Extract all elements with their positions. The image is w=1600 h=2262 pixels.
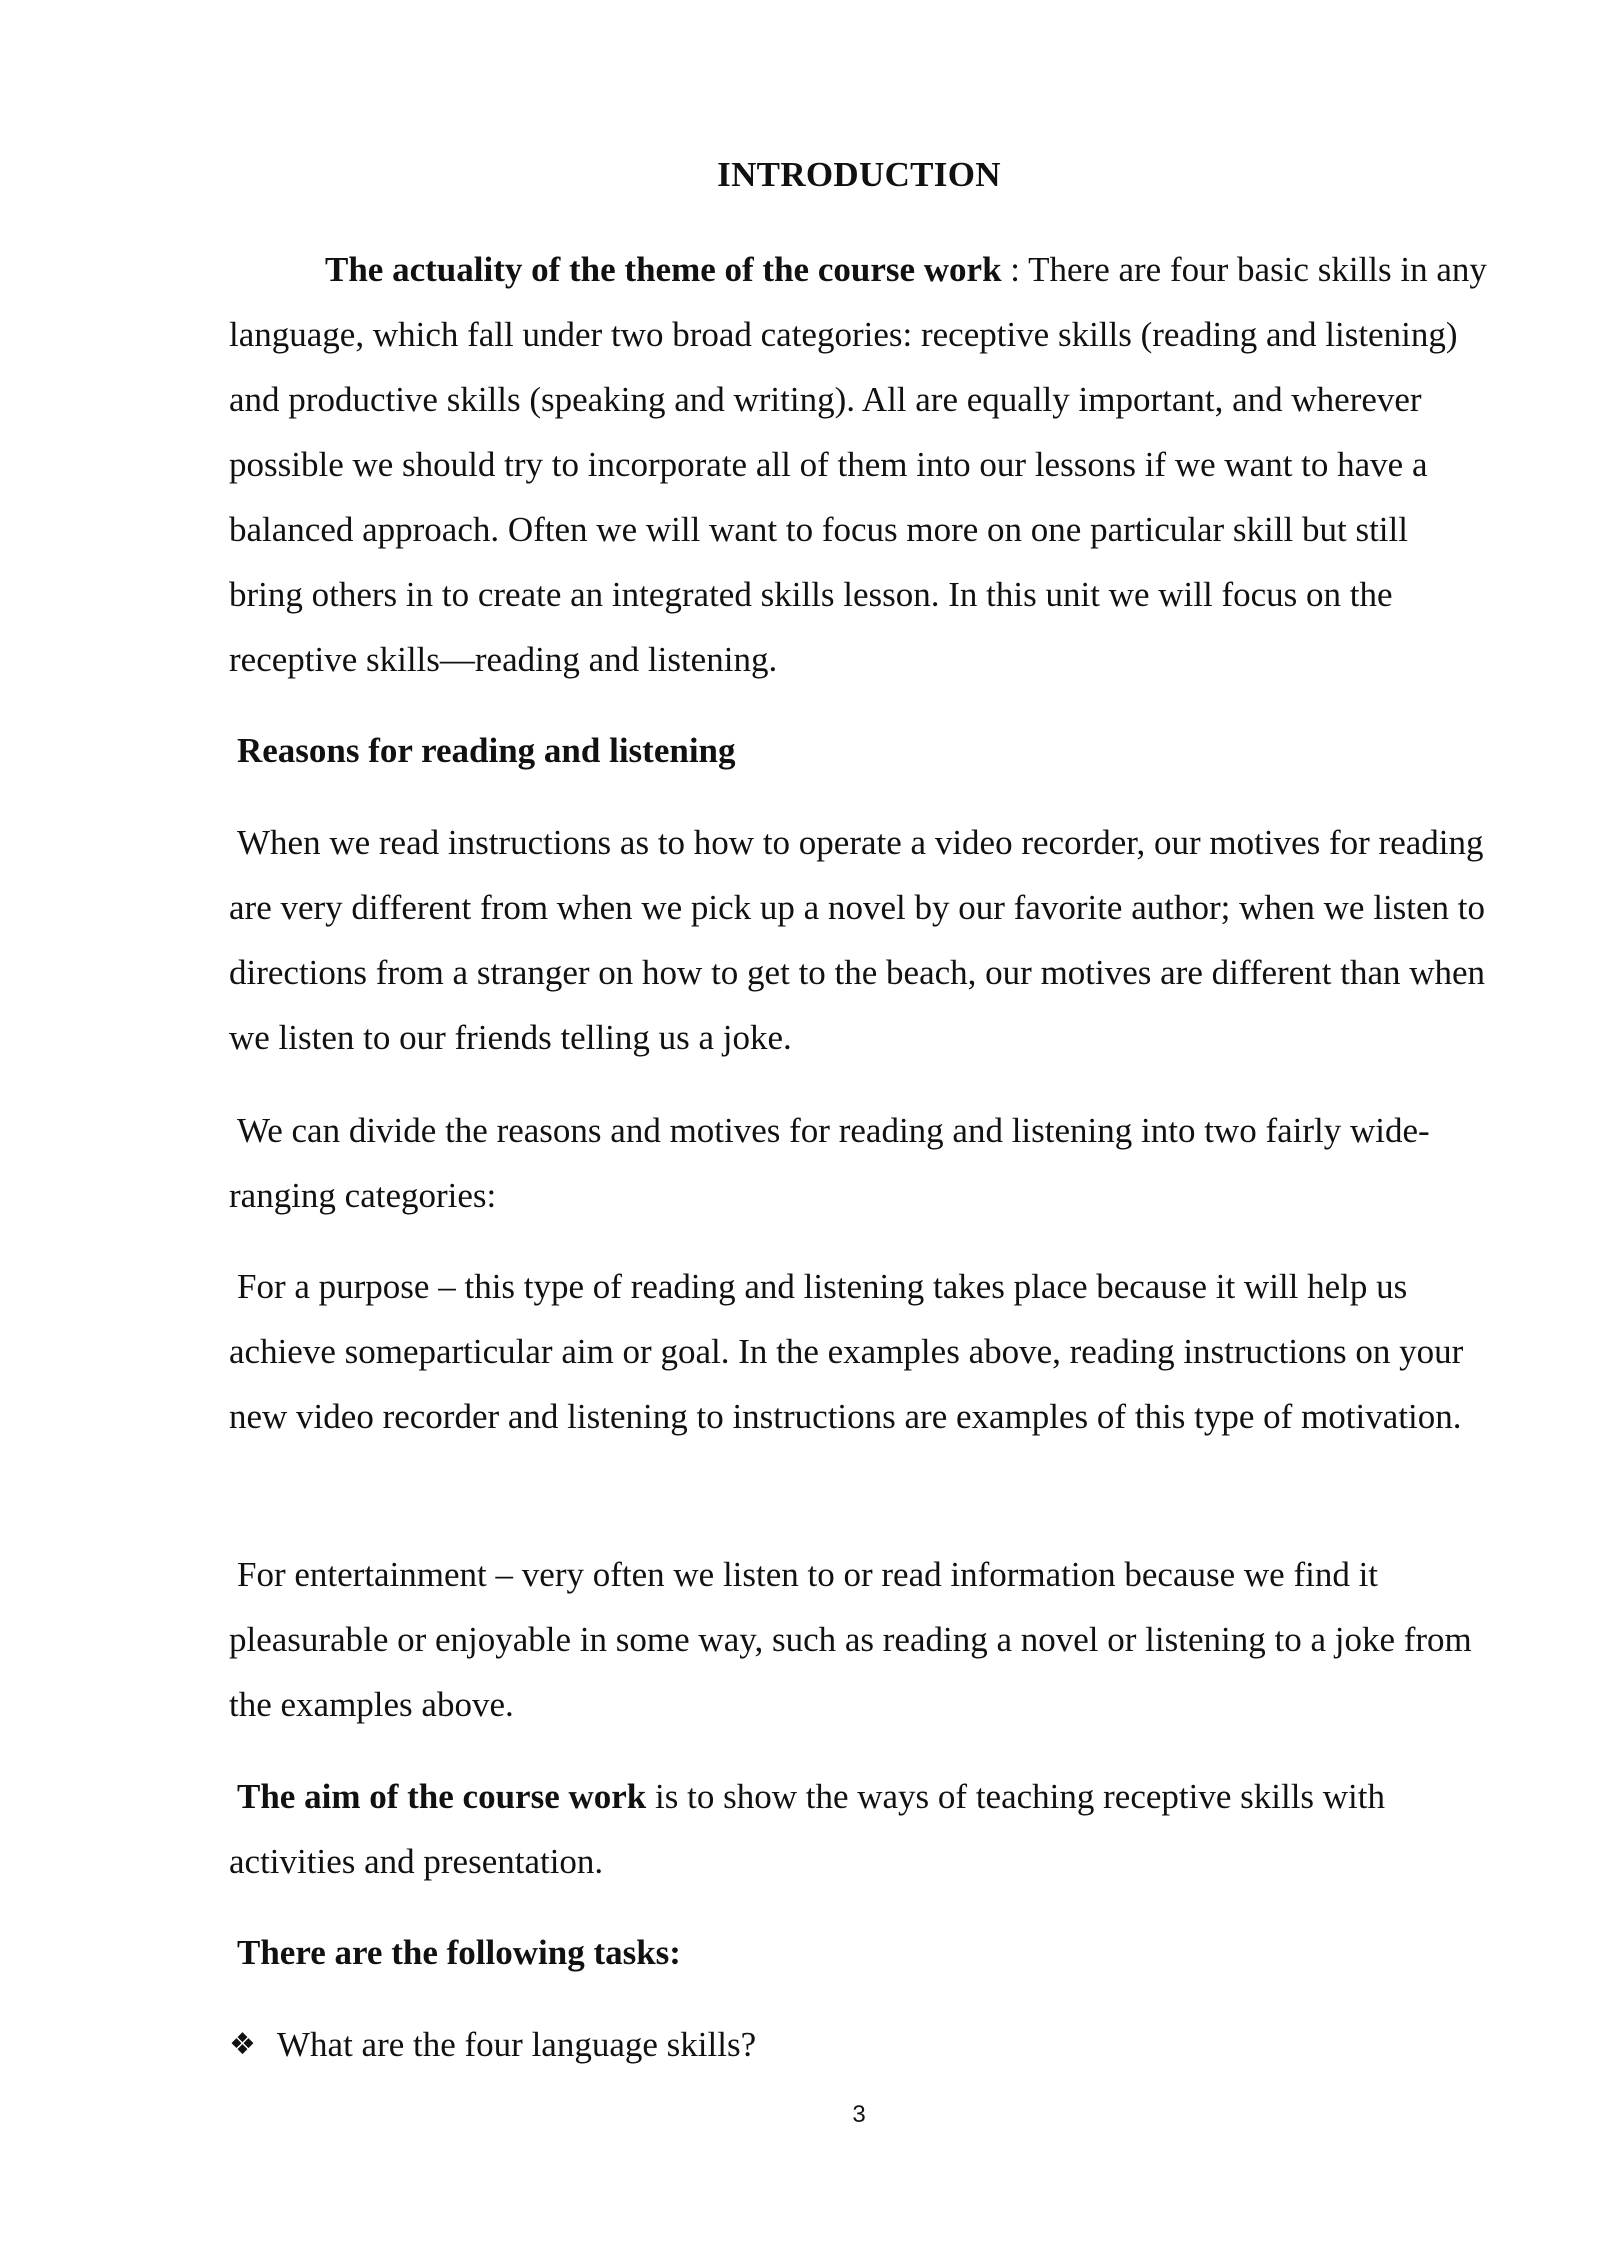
intro-paragraph (229, 237, 1489, 692)
intro-text: : There are four basic skills in any language, which fall under two broad categories: receptive skills (reading and listening) and productive skills (speaking and writing). All are equally important, and wherever possible we should try to incorporate all of them into our lessons if we want to have a balanced approach. Often we will want to focus more on one particular skill but still bring others in to create an integrated skills lesson. In this unit we will focus on the receptive skills—reading and listening. (229, 250, 1487, 679)
aim-lead-bold: The aim of the course work (237, 1777, 647, 1816)
entertainment-paragraph: For entertainment – very often we listen to or read information because we find it pleasurable or enjoyable in some way, such as reading a novel or listening to a joke from the examples above. (229, 1555, 1472, 1724)
page-title: INTRODUCTION (717, 155, 1001, 194)
diamond-bullet-icon: ❖ (229, 2027, 256, 2062)
reasons-paragraph-2: We can divide the reasons and motives for reading and listening into two fairly wide-ranging categories: (229, 1111, 1430, 1215)
task-list-item (229, 2012, 756, 2077)
intro-lead-bold: The actuality of the theme of the course work (325, 250, 1002, 289)
page-number: 3 (852, 2101, 866, 2128)
tasks-heading: There are the following tasks: (237, 1933, 681, 1972)
reasons-paragraph-1: When we read instructions as to how to operate a video recorder, our motives for reading are very different from when we pick up a novel by our favorite author; when we listen to directions from a stranger on how to get to the beach, our motives are different than when we listen to our friends telling us a joke. (229, 823, 1486, 1057)
reasons-heading: Reasons for reading and listening (237, 731, 736, 770)
task-text: What are the four language skills? (277, 2025, 757, 2064)
aim-text: is to show the ways of teaching receptive skills with activities and presentation. (229, 1777, 1386, 1881)
aim-paragraph (229, 1764, 1489, 1894)
purpose-paragraph: For a purpose – this type of reading and listening takes place because it will help us achieve someparticular aim or goal. In the examples above, reading instructions on your new video recorder and listening to instructions are examples of this type of motivation. (229, 1267, 1464, 1436)
